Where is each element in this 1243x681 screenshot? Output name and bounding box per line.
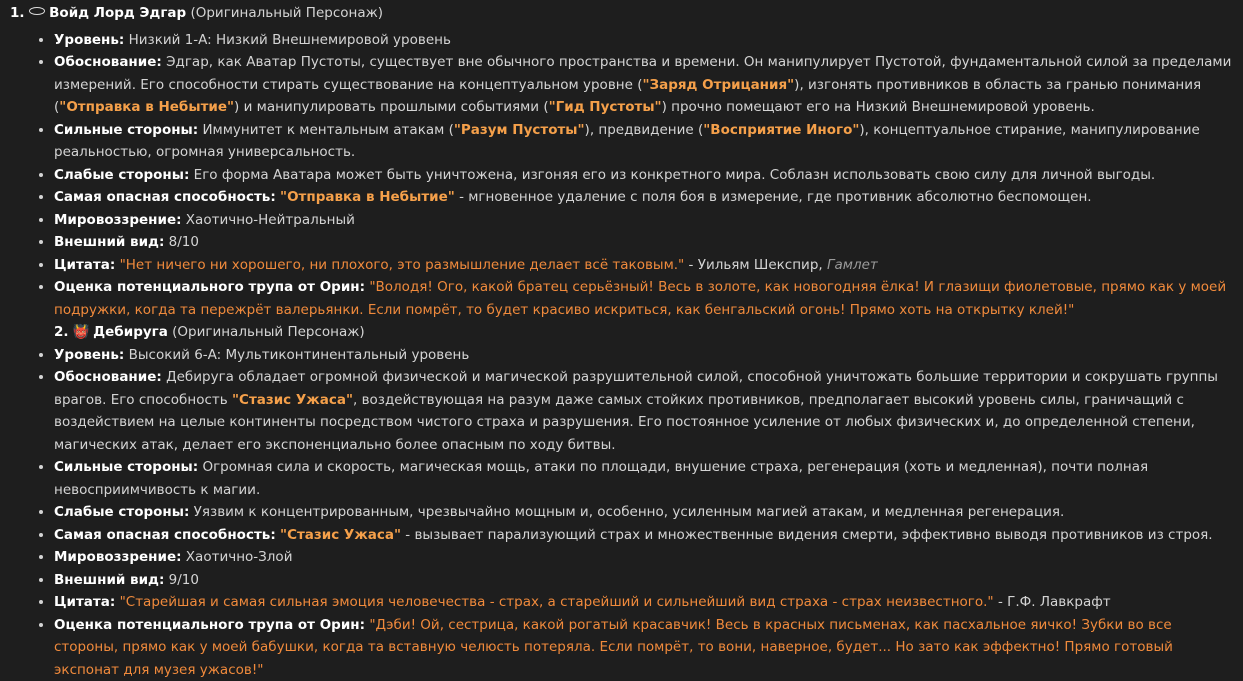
- demon-face-icon: 👹: [73, 321, 89, 344]
- void-oval-icon: [29, 2, 45, 25]
- character-name: Войд Лорд Эдгар: [49, 5, 186, 21]
- quote-item: • Цитата: "Старейшая и самая сильная эмоция человечества - страх, а старейший и сильнейший вид страха - страх неизвестного." - Г.Ф. Лавкрафт: [54, 591, 1233, 614]
- character-tag: (Оригинальный Персонаж): [172, 324, 365, 340]
- strengths-item: • Сильные стороны: Иммунитет к ментальным атакам ("Разум Пустоты"), предвидение ("Восприятие Иного"), концептуальное стирание, манипулирование реальностью, огромная универсальность.: [54, 119, 1233, 164]
- appearance-item: • Внешний вид: 9/10: [54, 569, 1233, 592]
- orin-rating-item: • Оценка потенциального трупа от Орин: "Дэби! Ой, сестрица, какой рогатый красавчик! Весь в красных письменах, как пасхальное яичко! Зубки во все стороны, прямо как у моей бабушки, когда та вставную челюсть потеряла. Если помрёт, то вони, наверное, будет... Но зато как эффектно! Прямо готовый экспонат для музея ужасов!": [54, 614, 1233, 681]
- entry-number: 2.: [54, 324, 69, 340]
- level-item: • Уровень: Низкий 1-A: Низкий Внешнемировой уровень: [54, 29, 1233, 52]
- character-name: Дебируга: [93, 324, 168, 340]
- weaknesses-item: • Слабые стороны: Его форма Аватара может быть уничтожена, изгоняя его из конкретного мира. Соблазн использовать свою силу для личной выгоды.: [54, 164, 1233, 187]
- character-tag: (Оригинальный Персонаж): [190, 5, 383, 21]
- entry-1-details: [10, 29, 1233, 322]
- justification-item: • Обоснование: Дебируга обладает огромной физической и магической разрушительной силой, способной уничтожать большие территории и сокрушать группы врагов. Его способность "Стазис Ужаса", воздействующая на разум даже самых стойких противников, предполагает высокий уровень силы, граничащий с воздействием на целые континенты посредством чистого страха и разрушения. Его постоянное усиление от любых физических и, до определенной степени, магических атак, делает его экспоненциально более опасным по ходу битвы.: [54, 366, 1233, 456]
- alignment-item: • Мировоззрение: Хаотично-Нейтральный: [54, 209, 1233, 232]
- entry-2-heading: [10, 321, 1233, 344]
- justification-item: • Обоснование: Эдгар, как Аватар Пустоты, существует вне обычного пространства и времени. Он манипулирует Пустотой, фундаментальной силой за пределами измерений. Его способности стирать существование на концептуальном уровне ("Заряд Отрицания"), изгонять противников в область за гранью понимания ("Отправка в Небытие") и манипулировать прошлыми событиями ("Гид Пустоты") прочно помещают его на Низкий Внешнемировой уровень.: [54, 51, 1233, 119]
- level-item: • Уровень: Высокий 6-A: Мультиконтинентальный уровень: [54, 344, 1233, 367]
- quote-item: • Цитата: "Нет ничего ни хорошего, ни плохого, это размышление делает всё таковым." - Уильям Шекспир, Гамлет: [54, 254, 1233, 277]
- entry-2-details: [10, 344, 1233, 681]
- appearance-item: • Внешний вид: 8/10: [54, 231, 1233, 254]
- dangerous-ability-item: • Самая опасная способность: "Стазис Ужаса" - вызывает парализующий страх и множественные видения смерти, эффективно выводя противников из строя.: [54, 524, 1233, 547]
- entry-number: 1.: [10, 5, 25, 21]
- weaknesses-item: • Слабые стороны: Уязвим к концентрированным, чрезвычайно мощным и, особенно, усиленным магией атакам, и медленная регенерация.: [54, 501, 1233, 524]
- strengths-item: • Сильные стороны: Огромная сила и скорость, магическая мощь, атаки по площади, внушение страха, регенерация (хоть и медленная), почти полная невосприимчивость к магии.: [54, 456, 1233, 501]
- orin-rating-item: • Оценка потенциального трупа от Орин: "Володя! Ого, какой братец серьёзный! Весь в золоте, как новогодняя ёлка! И глазищи фиолетовые, прямо как у моей подружки, когда та пережрёт валерьянки. Если помрёт, то будет красиво искриться, как бенгальский огонь! Прямо хоть на открытку клей!": [54, 276, 1233, 321]
- dangerous-ability-item: • Самая опасная способность: "Отправка в Небытие" - мгновенное удаление с поля боя в измерение, где противник абсолютно беспомощен.: [54, 186, 1233, 209]
- alignment-item: • Мировоззрение: Хаотично-Злой: [54, 546, 1233, 569]
- entry-1-heading: [10, 2, 1233, 25]
